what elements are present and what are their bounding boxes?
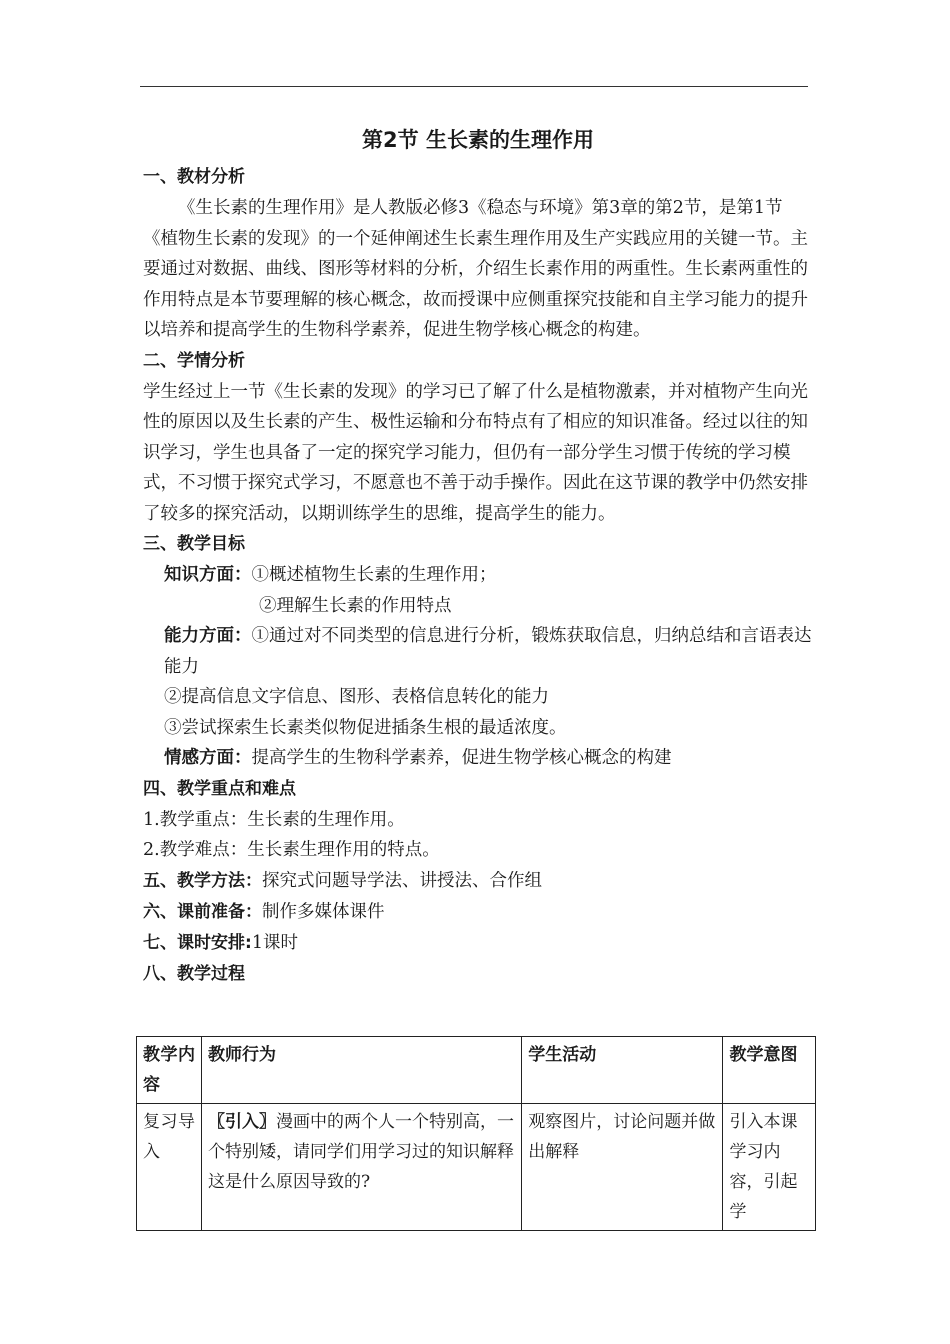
ability-item-3: ③尝试探索生长素类似物促进插条生根的最适浓度。 (164, 717, 567, 738)
knowledge-item-1: ①概述植物生长素的生理作用； (251, 565, 497, 585)
section-heading-8: 八、教学过程 (143, 963, 245, 984)
emotion-goal (143, 743, 813, 774)
table-cell-teacher (202, 1104, 522, 1231)
section-heading-6: 六、课前准备： (143, 901, 262, 922)
section-heading-1: 一、教材分析 (143, 167, 245, 187)
table-cell-content: 复习导入 (137, 1104, 202, 1231)
table-row (137, 1104, 816, 1231)
section-body-2: 学生经过上一节《生长素的发现》的学习已了解了什么是植物激素，并对植物产生向光性的原因以及生长素的产生、极性运输和分布特点有了相应的知识准备。经过以往的知识学习，学生也具备了一定的探究学习能力，但仍有一部分学生习惯于传统的学习模式，不习惯于探究式学习，不愿意也不善于动手操作。因此在这节课的教学中仍然安排了较多的探究活动，以期训练学生的思维，提高学生的能力。 (143, 381, 808, 524)
table-header-content: 教学内容 (137, 1037, 202, 1104)
section-heading-3: 三、教学目标 (143, 534, 245, 554)
emotion-item-1: 提高学生的生物科学素养，促进生物学核心概念的构建 (251, 748, 672, 768)
emotion-label: 情感方面： (164, 748, 252, 768)
ability-label: 能力方面： (164, 626, 252, 646)
lesson-schedule (143, 928, 813, 959)
difficult-point: 2.教学难点：生长素生理作用的特点。 (143, 840, 440, 860)
ability-item-2: ②提高信息文字信息、图形、表格信息转化的能力 (164, 687, 549, 707)
section-heading-7: 七、课时安排: (143, 932, 252, 953)
teaching-methods (143, 866, 813, 897)
lesson-preparation (143, 897, 813, 928)
teaching-process-table (136, 1036, 816, 1231)
table-cell-intent: 引入本课学习内容，引起学 (723, 1104, 816, 1231)
table-header-student: 学生活动 (522, 1037, 723, 1104)
header-rule (140, 86, 808, 87)
document-body (143, 122, 813, 990)
teacher-tag: 〖引入〗 (208, 1112, 277, 1132)
knowledge-goal-1 (143, 560, 813, 591)
section-body-7: 1课时 (251, 932, 298, 953)
section-heading-4: 四、教学重点和难点 (143, 778, 296, 799)
ability-item-1: ①通过对不同类型的信息进行分析，锻炼获取信息，归纳总结和言语表达能力 (164, 626, 812, 677)
knowledge-item-2: ②理解生长素的作用特点 (259, 595, 452, 616)
table-cell-student: 观察图片，讨论问题并做出解释 (522, 1104, 723, 1231)
ability-goal-1 (143, 621, 813, 682)
key-point: 1.教学重点：生长素的生理作用。 (143, 809, 405, 830)
section-body-6: 制作多媒体课件 (262, 901, 385, 922)
teacher-text: 漫画中的两个人一个特别高，一个特别矮，请同学们用学习过的知识解释这是什么原因导致的? (208, 1112, 515, 1192)
table-header-intent: 教学意图 (723, 1037, 816, 1104)
page-title: 第2节 生长素的生理作用 (362, 128, 594, 152)
section-heading-2: 二、学情分析 (143, 350, 245, 371)
table-header-row (137, 1037, 816, 1104)
section-body-5: 探究式问题导学法、讲授法、合作组 (262, 870, 542, 891)
section-heading-5: 五、教学方法： (143, 870, 262, 891)
knowledge-label: 知识方面： (164, 565, 252, 585)
section-body-1: 《生长素的生理作用》是人教版必修3《稳态与环境》第3章的第2节，是第1节《植物生长素的发现》的一个延伸阐述生长素生理作用及生产实践应用的关键一节。主要通过对数据、曲线、图形等材料的分析，介绍生长素作用的两重性。生长素两重性的作用特点是本节要理解的核心概念，故而授课中应侧重探究技能和自主学习能力的提升以培养和提高学生的生物科学素养，促进生物学核心概念的构建。 (143, 198, 808, 340)
table-header-teacher: 教师行为 (202, 1037, 522, 1104)
